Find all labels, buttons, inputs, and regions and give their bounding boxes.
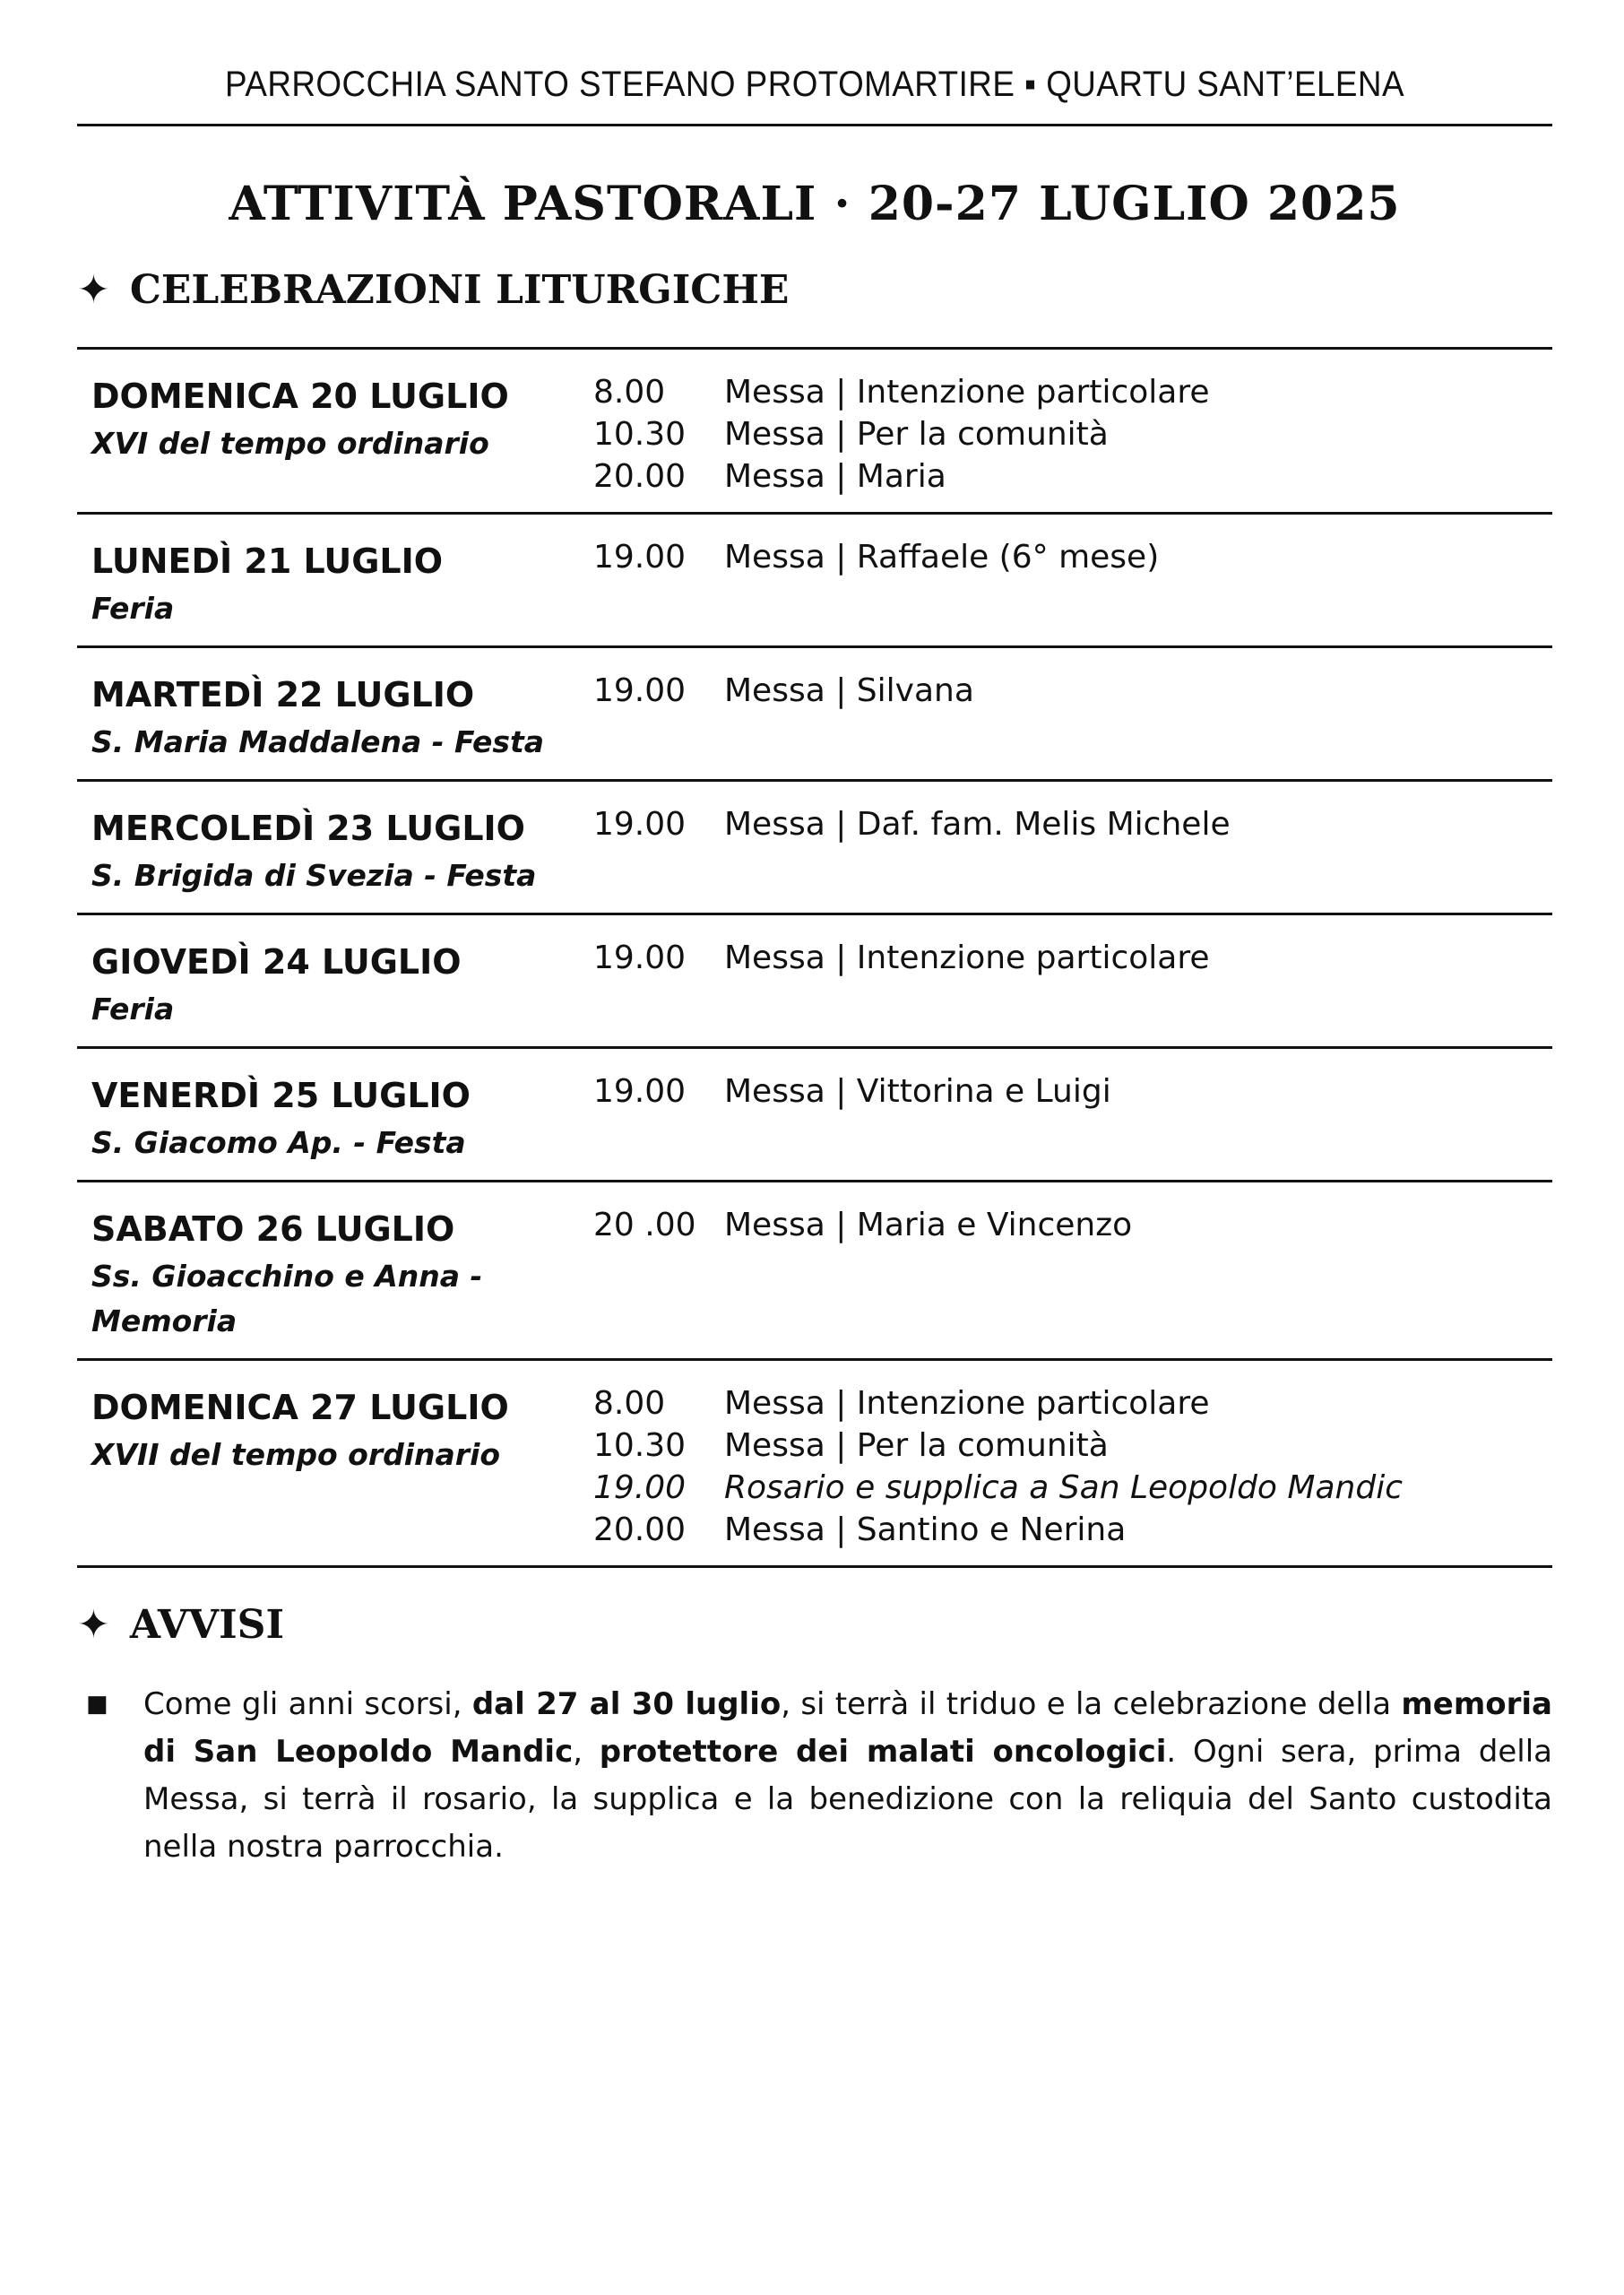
notice-item [77,1681,1552,1871]
day-name: SABATO 26 LUGLIO [91,1208,455,1249]
liturgical-note: Feria [91,590,175,626]
notice-emphasis: protettore dei malati oncologici [599,1733,1167,1770]
event-list [593,536,1552,631]
event-item [593,413,1552,455]
day-name: MERCOLEDÌ 23 LUGLIO [91,808,525,848]
event-text: Messa | Intenzione particolare [724,373,1210,411]
liturgical-note: S. Brigida di Svezia - Festa [91,857,537,893]
day-name: LUNEDÌ 21 LUGLIO [91,541,444,581]
event-item [593,1070,1552,1113]
liturgical-note: Feria [91,991,175,1026]
event-text: Messa | Santino e Nerina [724,1511,1127,1548]
event-item [593,1509,1552,1551]
day-name: MARTEDÌ 22 LUGLIO [91,674,475,714]
day-row [77,782,1552,915]
day-column [91,536,593,631]
day-column [91,1382,593,1551]
event-item [593,670,1552,712]
event-time: 20.00 [593,457,687,495]
day-column [91,371,593,498]
header-rule [77,124,1552,126]
day-name: DOMENICA 20 LUGLIO [91,376,509,416]
event-list [593,1070,1552,1165]
notice-segment: . Ogni sera, prima della Messa, si terrà il rosario, la supplica e la benedizione con la reliquia del Santo custodita nella nostra parrocchia. [143,1733,1552,1865]
day-column [91,803,593,898]
event-time: 19.00 [593,805,687,843]
event-item [593,1425,1552,1467]
notice-segment: , [573,1733,600,1770]
event-time: 20.00 [593,1511,687,1548]
event-item [593,1382,1552,1425]
day-column [91,1070,593,1165]
section-title: AVVISI [129,1601,285,1648]
event-text: Messa | Raffaele (6° mese) [724,538,1160,576]
notice-emphasis: memoria di San Leopoldo Mandic [143,1685,1552,1770]
event-time: 19.00 [593,1072,687,1110]
event-text: Messa | Silvana [724,671,974,709]
liturgical-note: S. Giacomo Ap. - Festa [91,1124,466,1160]
event-text: Messa | Vittorina e Luigi [724,1072,1111,1110]
event-time: 20 .00 [593,1206,696,1243]
notices-list [77,1681,1552,1871]
event-time: 19.00 [593,538,687,576]
event-time: 19.00 [593,671,687,709]
event-item [593,536,1552,578]
event-text: Messa | Per la comunità [724,415,1109,453]
event-time: 8.00 [593,1384,666,1422]
liturgical-note: Ss. Gioacchino e Anna - Memoria [91,1258,483,1338]
liturgical-note: S. Maria Maddalena - Festa [91,723,545,759]
section-heading-notices [77,1601,1552,1648]
event-item [593,937,1552,979]
event-text: Messa | Maria e Vincenzo [724,1206,1133,1243]
event-list [593,1382,1552,1551]
day-row [77,915,1552,1049]
schedule-table [77,347,1552,1568]
parish-header: PARROCCHIA SANTO STEFANO PROTOMARTIRE ▪ QUARTU SANT’ELENA [225,65,1404,104]
day-name: VENERDÌ 25 LUGLIO [91,1075,471,1115]
section-title: CELEBRAZIONI LITURGICHE [129,267,790,314]
star-icon: ✦ [77,267,110,314]
section-heading-celebrations [77,269,1552,312]
event-item [593,1467,1552,1509]
day-row [77,1182,1552,1361]
notice-segment: , si terrà il triduo e la celebrazione della [781,1685,1402,1722]
event-item [593,455,1552,498]
event-text: Messa | Maria [724,457,946,495]
day-row [77,1049,1552,1182]
event-item [593,371,1552,413]
day-row [77,350,1552,515]
day-name: DOMENICA 27 LUGLIO [91,1387,509,1427]
event-time: 19.00 [593,939,687,976]
event-text: Messa | Daf. fam. Melis Michele [724,805,1231,843]
document-title: ATTIVITÀ PASTORALI · 20-27 LUGLIO 2025 [229,177,1401,231]
event-text: Messa | Intenzione particolare [724,939,1210,976]
event-list [593,803,1552,898]
notice-segment: Come gli anni scorsi, [143,1685,472,1722]
event-list [593,670,1552,765]
day-row [77,648,1552,782]
day-row [77,1361,1552,1568]
event-text: Messa | Per la comunità [724,1426,1109,1464]
event-text: Messa | Intenzione particolare [724,1384,1210,1422]
day-row [77,515,1552,648]
square-bullet-icon: ■ [86,1690,108,1718]
day-column [91,1204,593,1344]
event-time: 10.30 [593,415,687,453]
star-icon: ✦ [77,1601,110,1648]
event-list [593,937,1552,1032]
liturgical-note: XVII del tempo ordinario [91,1436,501,1472]
notice-emphasis: dal 27 al 30 luglio [471,1685,782,1722]
event-item [593,803,1552,845]
notice-text [143,1681,1552,1871]
day-column [91,937,593,1032]
day-column [91,670,593,765]
event-item [593,1204,1552,1246]
event-time: 10.30 [593,1426,687,1464]
liturgical-note: XVI del tempo ordinario [91,425,489,461]
event-time: 8.00 [593,373,666,411]
event-time: 19.00 [593,1468,687,1506]
day-name: GIOVEDÌ 24 LUGLIO [91,941,462,982]
page [77,0,1552,1871]
event-text: Rosario e supplica a San Leopoldo Mandic [724,1468,1403,1506]
event-list [593,1204,1552,1344]
event-list [593,371,1552,498]
